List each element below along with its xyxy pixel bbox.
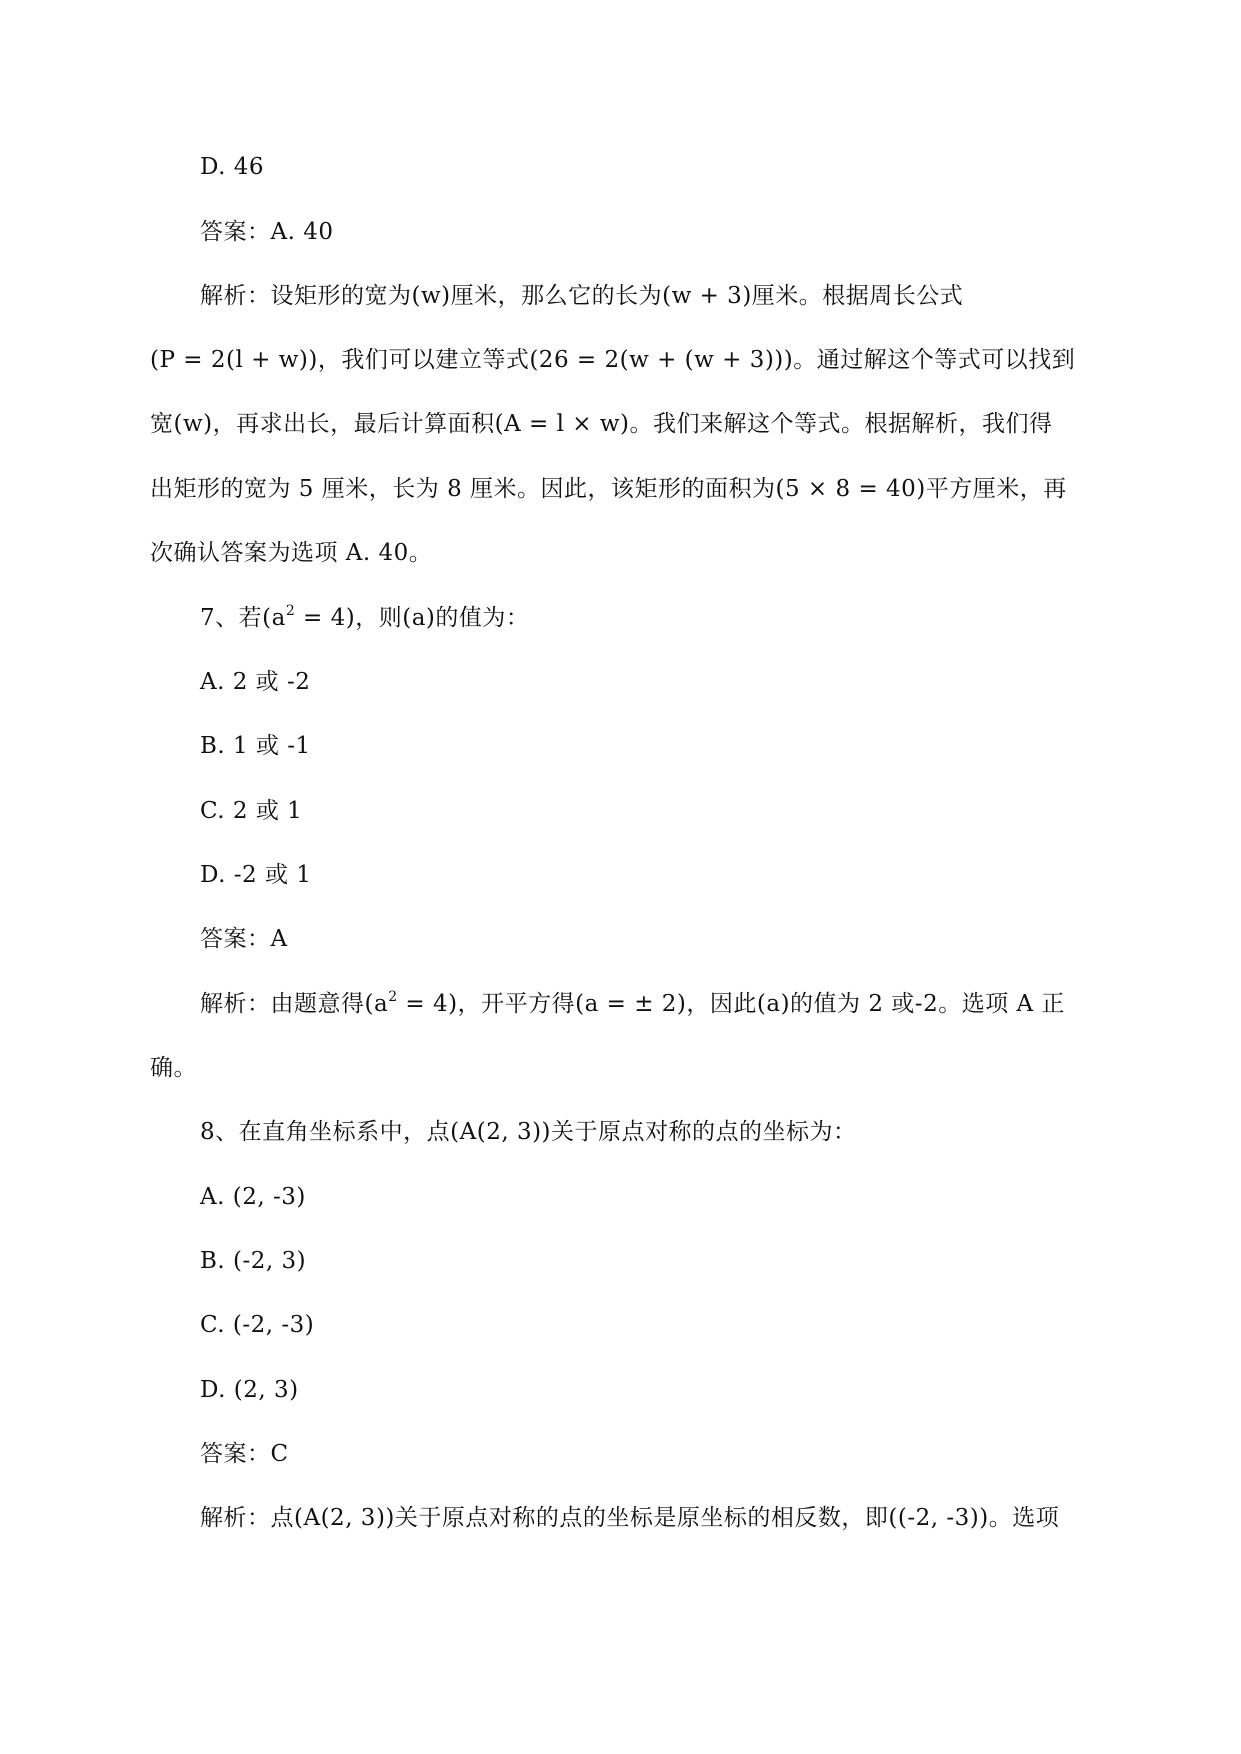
- explanation-q6-line1: 解析：设矩形的宽为(w)厘米，那么它的长为(w + 3)厘米。根据周长公式: [200, 283, 964, 309]
- option-b-q7: B. 1 或 -1: [200, 733, 311, 759]
- explanation-q7-line2: 确。: [150, 1055, 197, 1081]
- option-b-q8: B. (-2, 3): [200, 1248, 307, 1274]
- option-c-q8: C. (-2, -3): [200, 1312, 315, 1338]
- answer-q8: 答案：C: [200, 1441, 289, 1467]
- explanation-q6-line4: 出矩形的宽为 5 厘米，长为 8 厘米。因此，该矩形的面积为(5 × 8 = 40)平方厘米，再: [150, 476, 1067, 502]
- answer-q7: 答案：A: [200, 926, 288, 952]
- explanation-q6-line5: 次确认答案为选项 A. 40。: [150, 540, 433, 566]
- question-8: 8、在直角坐标系中，点(A(2, 3))关于原点对称的点的坐标为：: [200, 1119, 857, 1145]
- option-c-q7: C. 2 或 1: [200, 798, 303, 824]
- explanation-q7-line1: 解析：由题意得$(a^2 = 4)$，开平方得(a = ± 2)，因此(a)的值为 2 或-2。选项 A 正: [200, 989, 1065, 1017]
- option-a-q7: A. 2 或 -2: [200, 669, 311, 695]
- option-d-q8: D. (2, 3): [200, 1377, 299, 1403]
- explanation-q6-line3: 宽(w)，再求出长，最后计算面积(A = l × w)。我们来解这个等式。根据解析，我们得: [150, 411, 1053, 437]
- explanation-q8-line1: 解析：点(A(2, 3))关于原点对称的点的坐标是原坐标的相反数，即((-2, -3))。选项: [200, 1505, 1060, 1531]
- option-d-q6: D. 46: [200, 154, 265, 180]
- option-a-q8: A. (2, -3): [200, 1184, 306, 1210]
- option-d-q7: D. -2 或 1: [200, 862, 312, 888]
- question-7: 7、若$(a^2 = 4)$，则(a)的值为：: [200, 603, 530, 631]
- explanation-q6-line2: (P = 2(l + w))，我们可以建立等式(26 = 2(w + (w + 3)))。通过解这个等式可以找到: [150, 347, 1076, 373]
- answer-q6: 答案：A. 40: [200, 219, 334, 245]
